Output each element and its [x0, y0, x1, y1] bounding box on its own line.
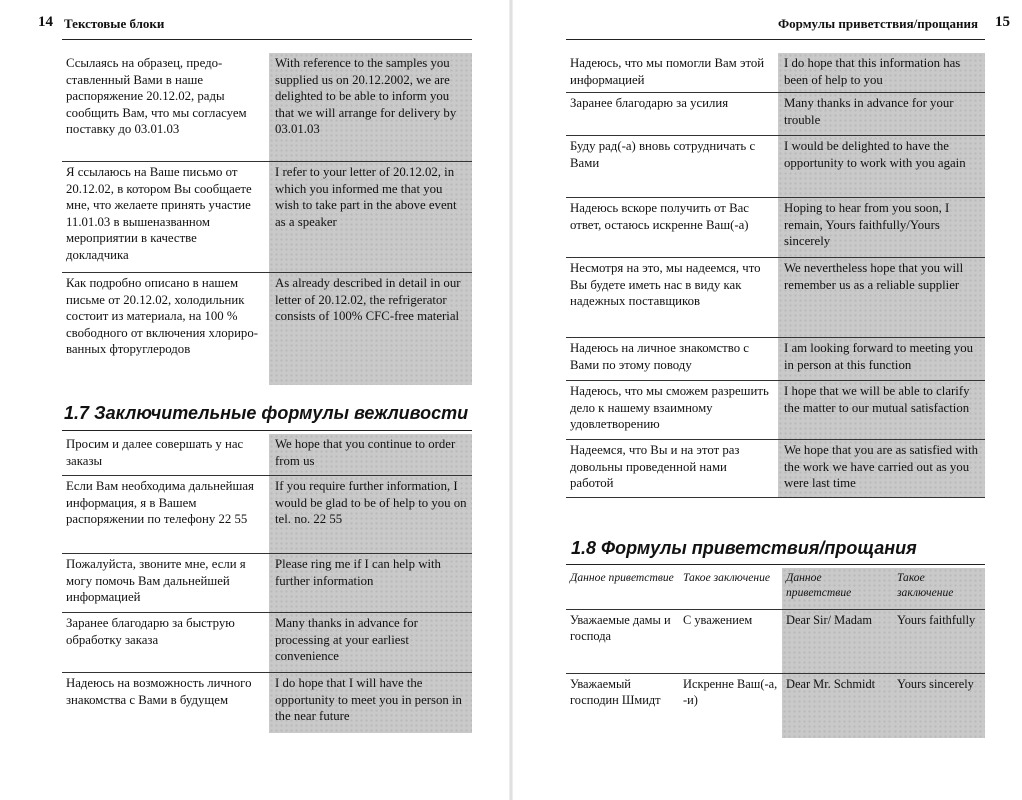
ru-phrase: Заранее благодарю за усилия [570, 96, 729, 110]
en-phrase: Many thanks in advance for processing at your earliest convenience [269, 613, 472, 672]
en-greeting: Dear Mr. Schmidt [782, 674, 893, 738]
right-page [511, 0, 1022, 800]
table-row [62, 476, 472, 554]
right-page-number: 15 [995, 14, 1010, 30]
left-header-title: Текстовые блоки [64, 16, 165, 31]
table-row [62, 162, 472, 273]
ru-phrase: Надеюсь на личное знакомство с Вами по этому поводу [570, 341, 749, 372]
en-closing: Yours sincerely [893, 674, 985, 738]
en-phrase: Hoping to hear from you soon, I remain, Yours faithfully/Yours sincerely [778, 198, 985, 257]
right-section-rule [566, 564, 985, 565]
en-phrase: I do hope that I will have the opportunity to meet you in person in the near future [269, 673, 472, 733]
right-section-title: 1.8 Формулы приветствия/прощания [571, 538, 917, 558]
table-row [62, 673, 472, 733]
ru-closing: С уважением [683, 613, 753, 627]
table-row [62, 554, 472, 613]
table-row [566, 338, 985, 381]
en-phrase: We hope that you are as satisfied with the work we have carried out as you were last time [778, 440, 985, 497]
left-table-2 [62, 434, 472, 733]
table-row [62, 613, 472, 673]
en-phrase: I hope that we will be able to clarify the matter to our mutual satisfaction [778, 381, 985, 439]
table-header-row [566, 568, 985, 610]
column-header: Такое заключение [683, 571, 771, 584]
ru-closing: Искренне Ваш(-а, -и) [683, 677, 778, 707]
table-row [566, 440, 985, 498]
en-phrase: We nevertheless hope that you will remember us as a reliable supplier [778, 258, 985, 337]
ru-phrase: Надеемся, что Вы и на этот раз довольны проведенной нами работой [570, 443, 740, 490]
en-phrase: I do hope that this information has been of help to you [778, 53, 985, 92]
column-header: Данное приветствие [570, 571, 674, 584]
right-header-title: Формулы приветствия/прощания [778, 16, 978, 31]
right-table-1 [566, 53, 985, 498]
column-header: Такое заключение [893, 568, 985, 609]
ru-phrase: Ссылаясь на образец, предоставленный Вами в наше распоряжение 20.12.02, рады сообщить Вам, что мы согласуем поставку до 03.01.03 [66, 56, 247, 136]
left-section-rule [62, 430, 472, 431]
ru-phrase: Если Вам необходима дальнейшая информация, я в Вашем распоряжении по телефону 22 55 [66, 479, 254, 526]
column-header: Данное приветствие [782, 568, 893, 609]
table-row [566, 258, 985, 338]
left-page-number: 14 [38, 14, 53, 30]
table-row [566, 381, 985, 440]
en-greeting: Dear Sir/ Madam [782, 610, 893, 673]
right-header-rule [566, 39, 985, 40]
table-row [62, 434, 472, 476]
table-row [566, 610, 985, 674]
ru-phrase: Надеюсь вскоре получить от Вас ответ, остаюсь искренне Ваш(-а) [570, 201, 749, 232]
table-row [62, 273, 472, 385]
table-row [566, 674, 985, 738]
en-phrase: I am looking forward to meeting you in person at this function [778, 338, 985, 380]
ru-phrase: Как подробно описано в нашем письме от 20.12.02, холодильник состоит из материала, на 100 % свободного от включения хлорированных фторуглеродов [66, 276, 258, 356]
table-row [566, 198, 985, 258]
ru-phrase: Просим и далее совершать у нас заказы [66, 437, 244, 468]
ru-phrase: Пожалуйста, звоните мне, если я могу помочь Вам дальнейшей информацией [66, 557, 246, 604]
en-phrase: I refer to your letter of 20.12.02, in which you informed me that you wish to take part in the above event as a speaker [269, 162, 472, 272]
en-phrase: Please ring me if I can help with further information [269, 554, 472, 612]
left-table-1 [62, 53, 472, 385]
en-phrase: We hope that you continue to order from us [269, 434, 472, 475]
en-closing: Yours faithfully [893, 610, 985, 673]
left-section-title: 1.7 Заключительные формулы вежливости [64, 403, 469, 423]
table-row [566, 53, 985, 93]
ru-phrase: Надеюсь на возможность личного знакомства с Вами в будущем [66, 676, 252, 707]
ru-phrase: Несмотря на это, мы надеемся, что Вы будете иметь нас в виду как надежных поставщиков [570, 261, 761, 308]
ru-phrase: Заранее благодарю за быструю обработку заказа [66, 616, 235, 647]
en-phrase: As already described in detail in our letter of 20.12.02, the refrigerator consists of 100% CFC-free material [269, 273, 472, 385]
ru-phrase: Надеюсь, что мы сможем разрешить дело к нашему взаимному удовлетворению [570, 384, 769, 431]
en-phrase: If you require further information, I would be glad to be of help to you on tel. no. 22 55 [269, 476, 472, 553]
ru-greeting: Уважаемые дамы и господа [570, 613, 671, 643]
en-phrase: I would be delighted to have the opportunity to work with you again [778, 136, 985, 197]
en-phrase: With reference to the samples you supplied us on 20.12.2002, we are delighted to be able to inform you that we will arrange for delivery by 03.01.03 [269, 53, 472, 161]
ru-phrase: Буду рад(-а) вновь сотрудничать с Вами [570, 139, 756, 170]
table-row [62, 53, 472, 162]
table-row [566, 93, 985, 136]
en-phrase: Many thanks in advance for your trouble [778, 93, 985, 135]
ru-phrase: Я ссылаюсь на Ваше письмо от 20.12.02, в котором Вы сообщаете мне, что желаете принять участие 11.01.03 в вышеназванном мероприятии в качестве докладчика [66, 165, 252, 262]
ru-phrase: Надеюсь, что мы помогли Вам этой информацией [570, 56, 765, 87]
left-header-rule [62, 39, 472, 40]
ru-greeting: Уважаемый господин Шмидт [570, 677, 661, 707]
right-table-2 [566, 568, 985, 738]
table-row [566, 136, 985, 198]
